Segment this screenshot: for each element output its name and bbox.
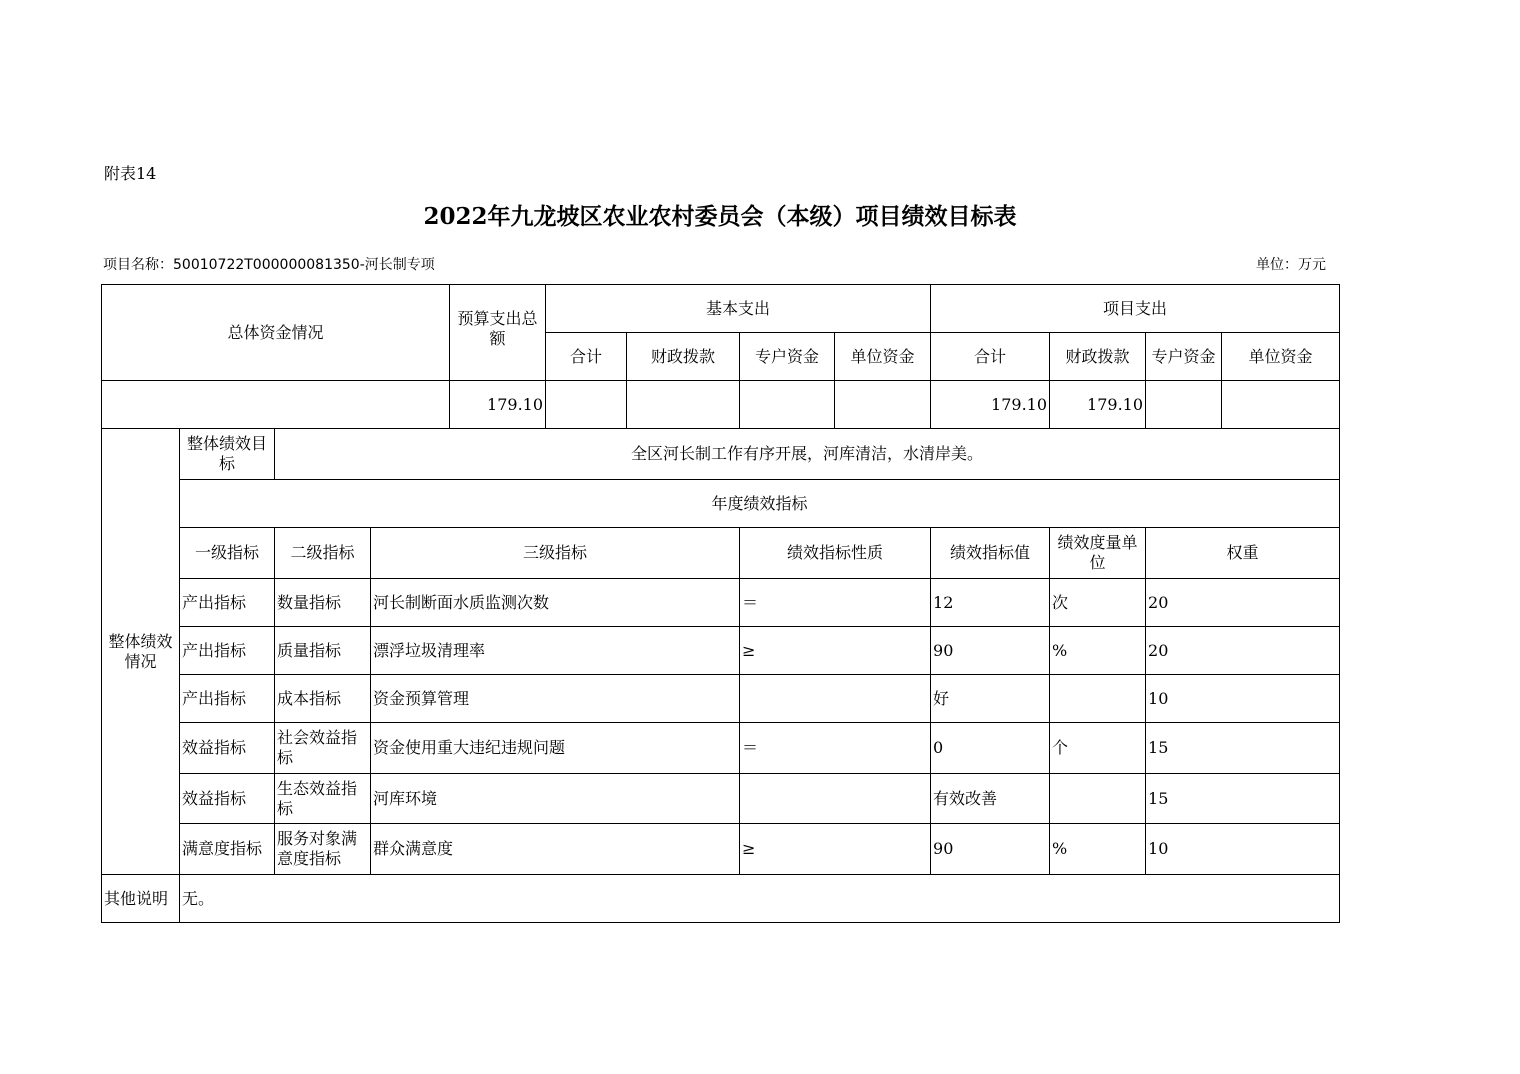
basic-special-header: 专户资金 — [740, 333, 835, 381]
basic-fiscal-value — [627, 381, 740, 429]
row-level1: 产出指标 — [180, 627, 275, 675]
row-unit — [1050, 675, 1146, 723]
row-unit: % — [1050, 824, 1146, 875]
row-nature — [740, 774, 931, 824]
performance-table — [101, 284, 1340, 923]
appendix-label: 附表14 — [104, 164, 157, 183]
table-row — [102, 579, 1340, 627]
row-level2: 数量指标 — [275, 579, 371, 627]
project-special-header: 专户资金 — [1146, 333, 1222, 381]
table-row — [102, 774, 1340, 824]
row-weight: 10 — [1146, 675, 1340, 723]
row-nature: ＝ — [740, 723, 931, 774]
row-value: 90 — [931, 627, 1050, 675]
row-weight: 10 — [1146, 824, 1340, 875]
table-row — [102, 723, 1340, 774]
funds-spacer-cell — [102, 381, 450, 429]
row-level3: 河长制断面水质监测次数 — [371, 579, 740, 627]
row-unit: 次 — [1050, 579, 1146, 627]
project-unit-value — [1222, 381, 1340, 429]
row-level3: 群众满意度 — [371, 824, 740, 875]
row-weight: 20 — [1146, 579, 1340, 627]
budget-total-value: 179.10 — [450, 381, 546, 429]
project-fiscal-value: 179.10 — [1050, 381, 1146, 429]
overall-goal-text: 全区河长制工作有序开展，河库清洁，水清岸美。 — [275, 429, 1340, 480]
header-unit: 绩效度量单位 — [1050, 528, 1146, 579]
row-weight: 20 — [1146, 627, 1340, 675]
project-fiscal-header: 财政拨款 — [1050, 333, 1146, 381]
other-notes-value: 无。 — [180, 875, 1340, 923]
header-nature: 绩效指标性质 — [740, 528, 931, 579]
row-level1: 效益指标 — [180, 723, 275, 774]
row-nature: ≥ — [740, 627, 931, 675]
basic-total-header: 合计 — [546, 333, 627, 381]
row-nature: ≥ — [740, 824, 931, 875]
basic-unit-value — [835, 381, 931, 429]
unit-label: 单位：万元 — [1256, 257, 1326, 273]
row-value: 0 — [931, 723, 1050, 774]
project-total-header: 合计 — [931, 333, 1050, 381]
project-expense-label: 项目支出 — [931, 285, 1340, 333]
overall-goal-label: 整体绩效目标 — [180, 429, 275, 480]
header-level2: 二级指标 — [275, 528, 371, 579]
other-notes-label: 其他说明 — [102, 875, 180, 923]
basic-expense-label: 基本支出 — [546, 285, 931, 333]
annual-indicators-label: 年度绩效指标 — [180, 480, 1340, 528]
row-level2: 质量指标 — [275, 627, 371, 675]
basic-fiscal-header: 财政拨款 — [627, 333, 740, 381]
header-level3: 三级指标 — [371, 528, 740, 579]
row-value: 有效改善 — [931, 774, 1050, 824]
project-unit-header: 单位资金 — [1222, 333, 1340, 381]
project-total-value: 179.10 — [931, 381, 1050, 429]
row-level3: 漂浮垃圾清理率 — [371, 627, 740, 675]
header-level1: 一级指标 — [180, 528, 275, 579]
row-weight: 15 — [1146, 774, 1340, 824]
header-weight: 权重 — [1146, 528, 1340, 579]
row-unit: 个 — [1050, 723, 1146, 774]
row-value: 90 — [931, 824, 1050, 875]
row-level1: 产出指标 — [180, 675, 275, 723]
row-level3: 资金使用重大违纪违规问题 — [371, 723, 740, 774]
row-nature — [740, 675, 931, 723]
row-level2: 服务对象满意度指标 — [275, 824, 371, 875]
row-value: 好 — [931, 675, 1050, 723]
table-row — [102, 824, 1340, 875]
row-value: 12 — [931, 579, 1050, 627]
row-level2: 成本指标 — [275, 675, 371, 723]
project-special-value — [1146, 381, 1222, 429]
basic-total-value — [546, 381, 627, 429]
row-level2: 社会效益指标 — [275, 723, 371, 774]
table-row — [102, 627, 1340, 675]
row-nature: ＝ — [740, 579, 931, 627]
row-level3: 资金预算管理 — [371, 675, 740, 723]
row-unit: % — [1050, 627, 1146, 675]
row-weight: 15 — [1146, 723, 1340, 774]
basic-special-value — [740, 381, 835, 429]
row-level1: 产出指标 — [180, 579, 275, 627]
budget-total-label: 预算支出总额 — [450, 285, 546, 381]
row-unit — [1050, 774, 1146, 824]
project-name: 项目名称：50010722T000000081350-河长制专项 — [103, 257, 435, 273]
funds-label: 总体资金情况 — [102, 285, 450, 381]
row-level3: 河库环境 — [371, 774, 740, 824]
row-level2: 生态效益指标 — [275, 774, 371, 824]
row-level1: 满意度指标 — [180, 824, 275, 875]
basic-unit-header: 单位资金 — [835, 333, 931, 381]
header-value: 绩效指标值 — [931, 528, 1050, 579]
document-title: 2022年九龙坡区农业农村委员会（本级）项目绩效目标表 — [423, 203, 1017, 230]
table-row — [102, 675, 1340, 723]
performance-section-label: 整体绩效情况 — [102, 429, 180, 875]
row-level1: 效益指标 — [180, 774, 275, 824]
